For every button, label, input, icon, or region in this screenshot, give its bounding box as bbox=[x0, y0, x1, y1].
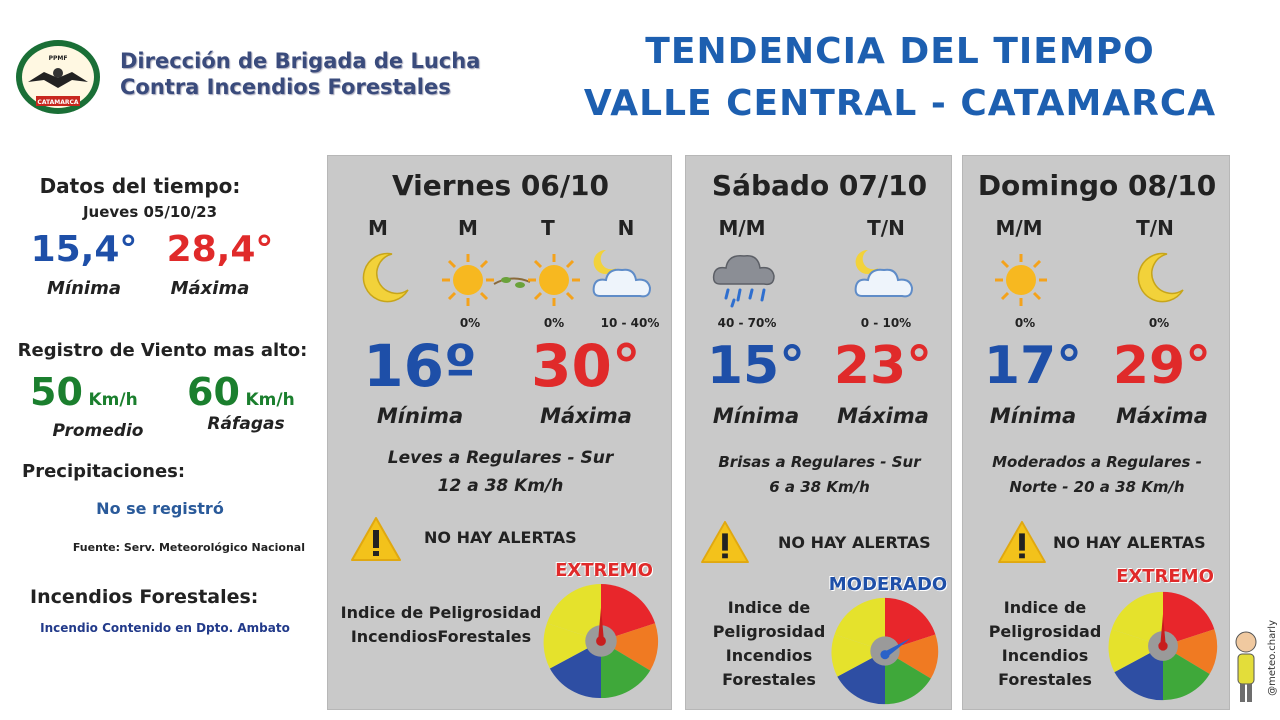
period-label: T/N bbox=[867, 216, 905, 240]
summary-date: Jueves 05/10/23 bbox=[82, 203, 218, 221]
danger-level: MODERADO bbox=[828, 574, 948, 595]
period-label: T bbox=[541, 216, 555, 240]
wind-forecast-line-1: Moderados a Regulares - bbox=[992, 453, 1202, 471]
wind-gust-value: 60 bbox=[187, 370, 240, 414]
danger-index-label bbox=[704, 596, 834, 692]
index-line: Forestales bbox=[722, 670, 816, 689]
precip-value: No se registró bbox=[96, 499, 224, 518]
rain-probability: 0% bbox=[543, 316, 565, 330]
summary-heading: Datos del tiempo: bbox=[39, 174, 241, 198]
wind-average-label: Promedio bbox=[52, 421, 144, 441]
org-line-1: Dirección de Brigada de Lucha bbox=[120, 49, 481, 73]
period-label: M/M bbox=[995, 216, 1043, 240]
wind-forecast-line-1: Leves a Regulares - Sur bbox=[387, 448, 614, 468]
data-source: Fuente: Serv. Meteorológico Nacional bbox=[72, 541, 305, 554]
period-label: M bbox=[458, 216, 478, 240]
forecast-min-label: Mínima bbox=[376, 404, 464, 428]
forecast-min-temp: 15° bbox=[706, 336, 806, 396]
warning-icon bbox=[700, 520, 750, 564]
day-panel-friday bbox=[327, 155, 672, 710]
sun-icon bbox=[993, 252, 1049, 308]
forecast-max-temp: 30° bbox=[531, 332, 641, 400]
day-title: Viernes 06/10 bbox=[391, 169, 610, 202]
forecast-max-label: Máxima bbox=[540, 404, 632, 428]
summary-min-temp: 15,4° bbox=[30, 229, 138, 270]
rain-probability: 0 - 10% bbox=[860, 316, 912, 330]
forecast-min-temp: 16º bbox=[363, 332, 477, 400]
alert-status: NO HAY ALERTAS bbox=[424, 528, 577, 547]
fires-value: Incendio Contenido en Dpto. Ambato bbox=[40, 621, 290, 635]
forecast-min-label: Mínima bbox=[989, 404, 1077, 428]
sun-icon bbox=[440, 252, 496, 308]
precip-heading: Precipitaciones: bbox=[22, 461, 186, 482]
wind-forecast bbox=[686, 450, 953, 500]
danger-index-label bbox=[975, 596, 1115, 692]
sun-icon bbox=[526, 252, 582, 308]
index-line: IncendiosForestales bbox=[350, 627, 532, 646]
wind-heading: Registro de Viento mas alto: bbox=[17, 340, 308, 361]
title-line-1: TENDENCIA DEL TIEMPO bbox=[645, 31, 1155, 72]
fire-danger-gauge bbox=[830, 596, 940, 706]
period-label: N bbox=[617, 216, 635, 240]
rain-probability: 10 - 40% bbox=[600, 316, 660, 330]
index-line: Indice de bbox=[1003, 598, 1087, 617]
period-label: T/N bbox=[1136, 216, 1174, 240]
day-panel-saturday bbox=[685, 155, 952, 710]
danger-level: EXTREMO bbox=[1116, 566, 1214, 587]
fire-danger-gauge bbox=[542, 582, 660, 700]
page-title bbox=[540, 26, 1260, 130]
org-line-2: Contra Incendios Forestales bbox=[120, 75, 451, 99]
forecast-max-label: Máxima bbox=[837, 404, 929, 428]
forecast-min-temp: 17° bbox=[983, 336, 1083, 396]
period-label: M/M bbox=[718, 216, 766, 240]
wind-forecast bbox=[328, 444, 673, 500]
wind-average-value: 50 bbox=[30, 370, 83, 414]
alert-status: NO HAY ALERTAS bbox=[1053, 533, 1206, 552]
period-label: M bbox=[368, 216, 388, 240]
rain-probability: 0% bbox=[459, 316, 481, 330]
wind-forecast-line-2: Norte - 20 a 38 Km/h bbox=[1009, 478, 1185, 496]
index-line: Peligrosidad bbox=[988, 622, 1102, 641]
fire-danger-gauge bbox=[1107, 590, 1219, 702]
alert-status: NO HAY ALERTAS bbox=[778, 533, 931, 552]
wind-gust-label: Ráfagas bbox=[207, 414, 285, 434]
index-line: Incendios bbox=[725, 646, 813, 665]
day-title: Sábado 07/10 bbox=[711, 169, 928, 202]
forecast-min-label: Mínima bbox=[712, 404, 800, 428]
index-line: Indice de bbox=[727, 598, 811, 617]
summary-min-label: Mínima bbox=[47, 278, 121, 299]
rain-probability: 0% bbox=[1014, 316, 1036, 330]
warning-icon bbox=[997, 520, 1047, 564]
wind-gust bbox=[187, 370, 312, 414]
index-line: Peligrosidad bbox=[712, 622, 826, 641]
index-line: Forestales bbox=[998, 670, 1092, 689]
wind-forecast bbox=[963, 450, 1231, 500]
index-line: Indice de Peligrosidad bbox=[340, 603, 542, 622]
day-title: Domingo 08/10 bbox=[977, 169, 1217, 202]
forecast-max-label: Máxima bbox=[1116, 404, 1208, 428]
logo-place: CATAMARCA bbox=[37, 99, 79, 106]
cloud-moon-icon bbox=[852, 246, 918, 304]
forecast-max-temp: 29° bbox=[1112, 336, 1212, 396]
wind-forecast-line-2: 12 a 38 Km/h bbox=[437, 476, 564, 496]
rain-probability: 0% bbox=[1148, 316, 1170, 330]
forecast-max-temp: 23° bbox=[833, 336, 933, 396]
day-panel-sunday bbox=[962, 155, 1230, 710]
rain-cloud-icon bbox=[710, 246, 778, 310]
danger-level: EXTREMO bbox=[555, 560, 653, 581]
index-line: Incendios bbox=[1001, 646, 1089, 665]
brigade-logo bbox=[14, 38, 102, 116]
cloud-moon-icon bbox=[590, 246, 656, 304]
wind-forecast-line-2: 6 a 38 Km/h bbox=[769, 478, 870, 496]
wind-average-unit: Km/h bbox=[88, 390, 138, 410]
title-line-2: VALLE CENTRAL - CATAMARCA bbox=[583, 83, 1217, 124]
wind-gust-unit: Km/h bbox=[245, 390, 295, 410]
danger-index-label bbox=[336, 601, 546, 649]
moon-icon bbox=[1131, 248, 1189, 306]
wind-forecast-line-1: Brisas a Regulares - Sur bbox=[718, 453, 921, 471]
summary-max-temp: 28,4° bbox=[166, 229, 274, 270]
organization-name bbox=[120, 48, 480, 100]
mascot-icon bbox=[1232, 628, 1260, 708]
logo-acronym: PPMF bbox=[48, 55, 68, 62]
summary-max-label: Máxima bbox=[170, 278, 250, 299]
fires-heading: Incendios Forestales: bbox=[30, 586, 259, 608]
warning-icon bbox=[350, 516, 402, 562]
rain-probability: 40 - 70% bbox=[717, 316, 777, 330]
wind-average bbox=[30, 370, 170, 414]
author-credit: @meteo.charly bbox=[1267, 620, 1278, 696]
moon-icon bbox=[356, 248, 414, 306]
